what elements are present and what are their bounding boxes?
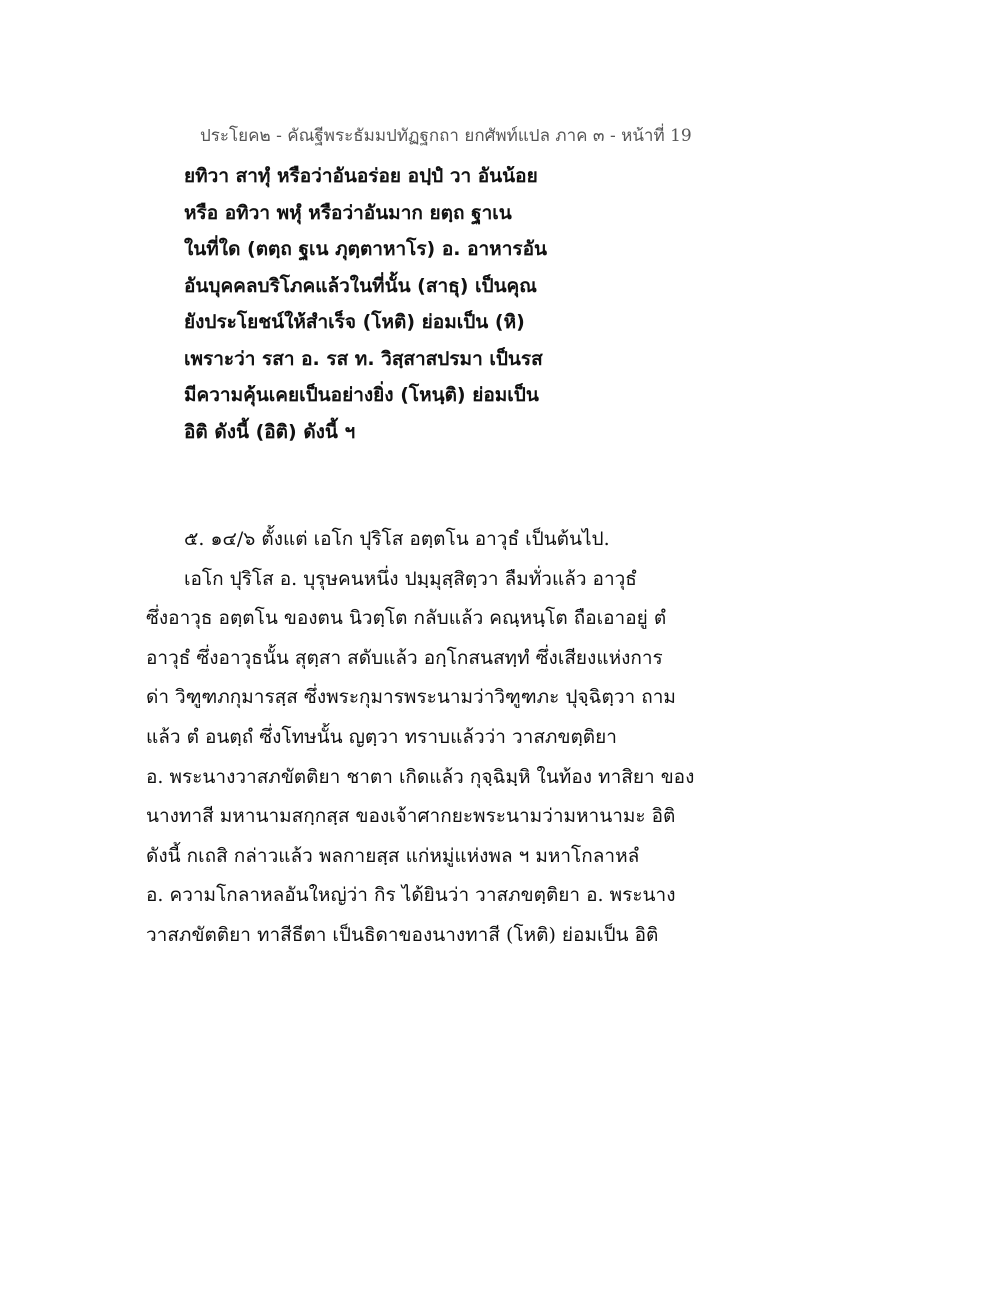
paragraph-line: ดังนี้ กเถสิ กล่าวแล้ว พลกายสฺส แก่หมู่แห่งพล ฯ มหาโกลาหลํ [146, 844, 640, 867]
bold-line: ยังประโยชน์ให้สำเร็จ (โหติ) ย่อมเป็น (หิ) [184, 311, 525, 333]
paragraph-line: อ. พระนางวาสภขัตติยา ชาตา เกิดแล้ว กุจฺฉิมฺหิ ในท้อง ทาสิยา ของ [146, 765, 695, 788]
bold-translation-block [184, 158, 804, 450]
page-header: ประโยค๒ - คัณฐีพระธัมมปทัฏฐกถา ยกศัพท์แปล ภาค ๓ - หน้าที่ 19 [200, 126, 692, 146]
bold-line: อันบุคคลบริโภคแล้วในที่นั้น (สาธุ) เป็นคุณ [184, 274, 537, 297]
bold-line: เพราะว่า รสา อ. รส ท. วิสฺสาสปรมา เป็นรส [184, 347, 543, 370]
paragraph-line: วาสภขัตติยา ทาสีธีตา เป็นธิดาของนางทาสี (โหติ) ย่อมเป็น อิติ [146, 923, 659, 946]
paragraph-line: แล้ว ตํ อนตฺถํ ซึ่งโทษนั้น ญตฺวา ทราบแล้วว่า วาสภขตฺติยา [146, 725, 617, 748]
paragraph-line: ด่า วิฑูฑภกุมารสฺส ซึ่งพระกุมารพระนามว่าวิฑูฑภะ ปุจฺฉิตฺวา ถาม [146, 686, 676, 709]
bold-line: หรือ อทิวา พหุํ หรือว่าอันมาก ยตฺถ ฐาเน [184, 201, 512, 224]
bold-line: มีความคุ้นเคยเป็นอย่างยิ่ง (โหนฺติ) ย่อมเป็น [184, 384, 539, 406]
section-heading: ๕. ๑๔/๖ ตั้งแต่ เอโก ปุริโส อตฺตโน อาวุธํ เป็นต้นไป. [184, 528, 610, 550]
bold-line: อิติ ดังนี้ (อิติ) ดังนี้ ฯ [184, 420, 356, 443]
paragraph-line: เอโก ปุริโส อ. บุรุษคนหนึ่ง ปมฺมุสฺสิตฺวา ลืมทั่วแล้ว อาวุธํ [184, 567, 637, 590]
bold-line: ยทิวา สาทุํ หรือว่าอันอร่อย อปฺปํ วา อันน้อย [184, 165, 538, 187]
paragraph-line: อ. ความโกลาหลอันใหญ่ว่า กิร ได้ยินว่า วาสภขตฺติยา อ. พระนาง [146, 884, 676, 907]
paragraph-line: นางทาสี มหานามสกฺกสฺส ของเจ้าศากยะพระนามว่ามหานามะ อิติ [146, 805, 676, 828]
bold-line: ในที่ใด (ตตฺถ ฐเน ภุตฺตาหาโร) อ. อาหารอัน [184, 238, 547, 260]
paragraph-line: อาวุธํ ซึ่งอาวุธนั้น สุตฺสา สดับแล้ว อกฺโกสนสทฺทํ ซึ่งเสียงแห่งการ [146, 646, 663, 669]
paragraph-line: ซึ่งอาวุธ อตฺตโน ของตน นิวตฺโต กลับแล้ว คณฺหนฺโต ถือเอาอยู่ ตํ [146, 607, 667, 630]
section-body [146, 520, 746, 956]
